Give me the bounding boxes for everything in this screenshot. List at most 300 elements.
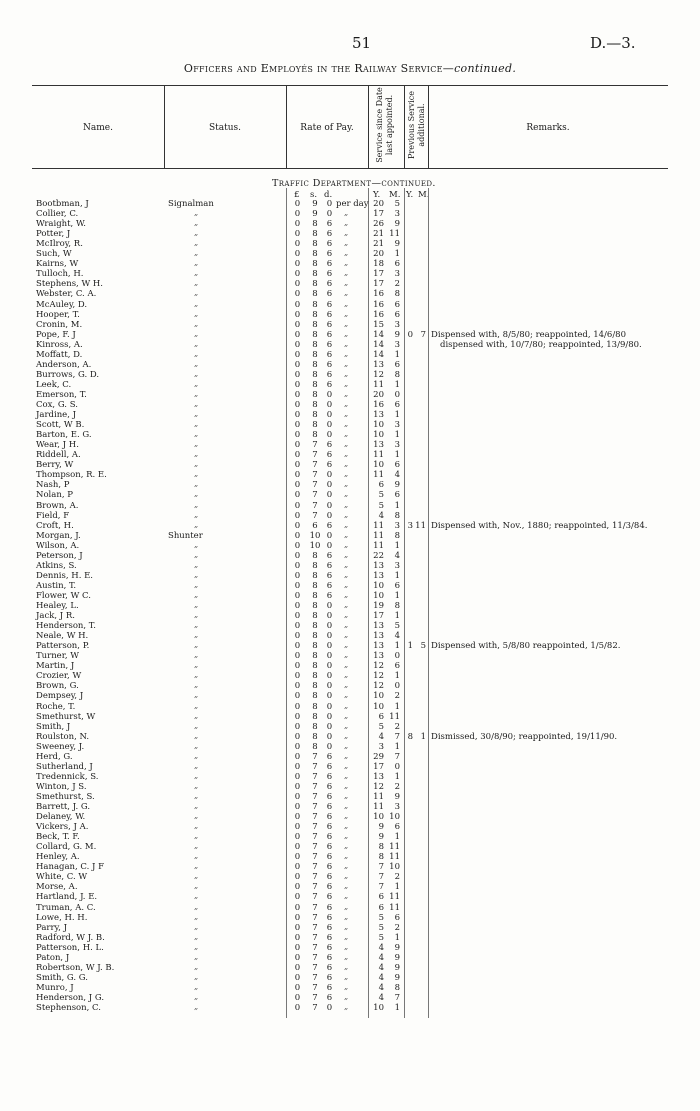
document-reference: D.—3.: [590, 34, 636, 52]
pay-pounds: 0: [294, 209, 301, 220]
service-years: 11: [373, 530, 384, 541]
ditto-mark: „: [344, 439, 349, 449]
pay-shillings: 8: [312, 550, 318, 561]
service-months: 11: [389, 229, 400, 240]
pay-shillings: 8: [312, 681, 318, 692]
pay-pounds: 0: [294, 279, 301, 290]
service-years: 3: [378, 741, 384, 752]
ditto-mark: „: [344, 961, 349, 971]
per-day-label: per day: [336, 199, 369, 209]
service-years: 13: [373, 570, 384, 581]
ditto-mark: „: [344, 891, 349, 901]
employee-name: Morse, A.: [36, 882, 78, 893]
service-years: 13: [373, 621, 384, 632]
service-years: 21: [373, 239, 384, 250]
pay-pounds: 0: [294, 661, 301, 672]
pay-shillings: 7: [312, 822, 318, 833]
pay-pounds: 0: [294, 872, 301, 883]
pay-pence: 0: [326, 480, 333, 491]
employee-name: Moffatt, D.: [36, 349, 83, 360]
unit-years: Y.: [373, 190, 381, 200]
service-years: 13: [373, 440, 384, 451]
previous-years: 8: [407, 731, 413, 742]
pay-pounds: 0: [294, 440, 301, 451]
employee-name: Henderson, J G.: [36, 992, 105, 1003]
ditto-mark: „: [344, 539, 349, 549]
service-years: 12: [373, 369, 384, 380]
ditto-mark: „: [194, 218, 199, 228]
previous-months: 5: [420, 641, 426, 652]
employee-name: Jack, J R.: [36, 611, 76, 622]
service-years: 10: [373, 420, 384, 431]
service-months: 3: [394, 339, 400, 350]
ditto-mark: „: [194, 921, 199, 931]
employee-name: Webster, C. A.: [36, 289, 97, 300]
service-months: 1: [394, 430, 400, 441]
pay-pence: 0: [326, 1003, 333, 1013]
employee-name: Patterson, P.: [36, 641, 90, 652]
pay-pounds: 0: [294, 349, 301, 360]
pay-pence: 0: [326, 641, 333, 652]
pay-pence: 6: [326, 932, 333, 943]
pay-pounds: 0: [294, 249, 301, 260]
ditto-mark: „: [194, 971, 199, 981]
pay-pounds: 0: [294, 641, 301, 652]
pay-shillings: 8: [312, 590, 318, 601]
rule-pay-left: [286, 188, 287, 1018]
employee-name: Atkins, S.: [36, 560, 77, 571]
service-years: 9: [378, 832, 384, 843]
service-months: 9: [394, 942, 400, 953]
ditto-mark: „: [344, 931, 349, 941]
ditto-mark: „: [344, 358, 349, 368]
ditto-mark: „: [344, 851, 349, 861]
pay-pence: 6: [326, 299, 333, 310]
employee-name: Munro, J: [36, 982, 74, 993]
pay-pounds: 0: [294, 771, 301, 782]
service-months: 6: [394, 299, 400, 310]
pay-pence: 0: [326, 530, 333, 541]
ditto-mark: „: [194, 660, 199, 670]
service-years: 10: [373, 812, 384, 823]
service-years: 11: [373, 450, 384, 461]
pay-pence: 6: [326, 822, 333, 833]
pay-pounds: 0: [294, 972, 301, 983]
service-months: 8: [394, 369, 400, 380]
pay-pounds: 0: [294, 389, 301, 400]
service-years: 4: [378, 731, 384, 742]
pay-pence: 0: [326, 731, 333, 742]
ditto-mark: „: [344, 368, 349, 378]
ditto-mark: „: [194, 881, 199, 891]
pay-pounds: 0: [294, 681, 301, 692]
ditto-mark: „: [194, 328, 199, 338]
pay-pence: 6: [326, 842, 333, 853]
service-years: 16: [373, 289, 384, 300]
service-years: 5: [378, 500, 384, 511]
service-months: 4: [394, 631, 400, 642]
ditto-mark: „: [344, 579, 349, 589]
ditto-mark: „: [344, 780, 349, 790]
ditto-mark: „: [344, 821, 349, 831]
service-years: 16: [373, 400, 384, 410]
ditto-mark: „: [194, 278, 199, 288]
service-months: 1: [394, 450, 400, 461]
service-months: 7: [394, 751, 400, 762]
pay-pence: 6: [326, 872, 333, 883]
ditto-mark: „: [344, 700, 349, 710]
pay-pounds: 0: [294, 832, 301, 843]
service-years: 13: [373, 359, 384, 370]
pay-shillings: 7: [312, 912, 318, 923]
pay-pounds: 0: [294, 420, 301, 431]
pay-pence: 6: [326, 942, 333, 953]
service-years: 17: [373, 209, 384, 220]
employee-name: Berry, W: [36, 460, 74, 471]
ditto-mark: „: [344, 801, 349, 810]
pay-shillings: 7: [312, 440, 318, 451]
pay-pounds: 0: [294, 922, 301, 933]
employee-name: Beck, T. F.: [36, 832, 80, 843]
pay-shillings: 8: [312, 631, 318, 642]
pay-shillings: 7: [312, 480, 318, 491]
service-months: 0: [394, 761, 400, 772]
pay-shillings: 7: [312, 781, 318, 792]
pay-shillings: 7: [312, 450, 318, 461]
pay-pounds: 0: [294, 741, 301, 752]
ditto-mark: „: [344, 589, 349, 599]
service-years: 4: [378, 972, 384, 983]
pay-shillings: 8: [312, 239, 318, 250]
service-years: 16: [373, 309, 384, 320]
service-years: 11: [373, 791, 384, 802]
ditto-mark: „: [194, 469, 199, 479]
ditto-mark: „: [344, 248, 349, 258]
ditto-mark: „: [194, 821, 199, 831]
ditto-mark: „: [194, 941, 199, 951]
service-years: 9: [378, 822, 384, 833]
service-years: 13: [373, 631, 384, 642]
ditto-mark: „: [344, 710, 349, 720]
pay-pence: 0: [326, 691, 333, 702]
pay-pence: 6: [326, 952, 333, 963]
col-header-remarks: Remarks.: [526, 123, 570, 133]
pay-pence: 0: [326, 701, 333, 712]
pay-shillings: 7: [312, 761, 318, 772]
service-years: 22: [373, 550, 384, 561]
pay-pounds: 0: [294, 842, 301, 853]
employee-name: Henley, A.: [36, 852, 80, 863]
ditto-mark: „: [194, 409, 199, 419]
pay-pounds: 0: [294, 400, 301, 410]
title-continued: continued.: [454, 62, 517, 75]
service-years: 7: [378, 872, 384, 883]
pay-shillings: 7: [312, 842, 318, 853]
header-bottom-rule: [32, 168, 668, 169]
employee-name: Neale, W H.: [36, 631, 89, 642]
service-months: 3: [394, 440, 400, 451]
ditto-mark: „: [344, 861, 349, 871]
service-years: 7: [378, 882, 384, 893]
pay-shillings: 8: [312, 289, 318, 300]
pay-shillings: 8: [312, 339, 318, 350]
ditto-mark: „: [194, 539, 199, 549]
employee-name: Morgan, J.: [36, 530, 81, 541]
service-years: 7: [378, 862, 384, 873]
pay-pence: 0: [326, 199, 333, 209]
service-years: 26: [373, 219, 384, 230]
employee-name: Wilson, A.: [36, 540, 80, 551]
pay-shillings: 8: [312, 671, 318, 682]
pay-pence: 6: [326, 892, 333, 903]
employee-name: Nash, P: [36, 480, 70, 491]
service-years: 6: [378, 711, 384, 722]
pay-pounds: 0: [294, 862, 301, 873]
pay-pence: 6: [326, 852, 333, 863]
ditto-mark: „: [194, 750, 199, 760]
ditto-mark: „: [344, 499, 349, 509]
ditto-mark: „: [344, 399, 349, 408]
pay-shillings: 8: [312, 319, 318, 330]
service-months: 0: [394, 651, 400, 662]
ditto-mark: „: [194, 891, 199, 901]
service-months: 8: [394, 510, 400, 521]
ditto-mark: „: [194, 479, 199, 489]
ditto-mark: „: [344, 610, 349, 620]
ditto-mark: „: [344, 881, 349, 891]
ditto-mark: „: [344, 529, 349, 539]
service-months: 11: [389, 892, 400, 903]
employee-status: Shunter: [168, 530, 203, 541]
service-months: 7: [394, 992, 400, 1003]
pay-pounds: 0: [294, 852, 301, 863]
col-header-rate: Rate of Pay.: [300, 123, 354, 133]
employee-name: Burrows, G. D.: [36, 369, 100, 380]
service-months: 1: [394, 932, 400, 943]
pay-pence: 6: [326, 339, 333, 350]
service-months: 6: [394, 309, 400, 320]
employee-name: McAuley, D.: [36, 299, 88, 310]
pay-pence: 6: [326, 992, 333, 1003]
pay-pence: 6: [326, 269, 333, 280]
employee-name: Patterson, H. L.: [36, 942, 104, 953]
pay-pence: 6: [326, 379, 333, 390]
ditto-mark: „: [194, 308, 199, 318]
pay-pounds: 0: [294, 229, 301, 240]
ditto-mark: „: [194, 871, 199, 881]
pay-shillings: 8: [312, 299, 318, 310]
ditto-mark: „: [344, 690, 349, 700]
ditto-mark: „: [344, 549, 349, 559]
employee-name: Collard, G. M.: [36, 842, 97, 853]
service-months: 9: [394, 791, 400, 802]
ditto-mark: „: [344, 388, 349, 398]
page-number: 51: [352, 34, 372, 52]
ditto-mark: „: [194, 579, 199, 589]
ditto-mark: „: [344, 740, 349, 750]
ditto-mark: „: [344, 680, 349, 690]
service-months: 6: [394, 580, 400, 591]
pay-pounds: 0: [294, 369, 301, 380]
service-years: 10: [373, 590, 384, 601]
rule-previous-left: [404, 188, 405, 1018]
employee-name: Collier, C.: [36, 209, 79, 220]
ditto-mark: „: [194, 841, 199, 851]
employee-name: Wraight, W.: [36, 219, 86, 230]
service-months: 11: [389, 902, 400, 913]
pay-pence: 6: [326, 309, 333, 320]
col-header-name: Name.: [83, 123, 113, 133]
service-years: 18: [373, 259, 384, 270]
ditto-mark: „: [194, 419, 199, 429]
ditto-mark: „: [344, 419, 349, 429]
ditto-mark: „: [344, 600, 349, 609]
pay-pounds: 0: [294, 560, 301, 571]
ditto-mark: „: [344, 660, 349, 670]
pay-pence: 6: [326, 962, 333, 973]
ditto-mark: „: [194, 559, 199, 569]
ditto-mark: „: [344, 449, 349, 459]
service-years: 12: [373, 781, 384, 792]
service-years: 5: [378, 912, 384, 923]
service-years: 17: [373, 269, 384, 280]
employee-name: Flower, W C.: [36, 590, 91, 601]
service-years: 5: [378, 932, 384, 943]
employee-name: Riddell, A.: [36, 450, 81, 461]
ditto-mark: „: [344, 429, 349, 439]
pay-pounds: 0: [294, 932, 301, 943]
pay-pounds: 0: [294, 540, 301, 551]
ditto-mark: „: [194, 790, 199, 800]
employee-name: Herd, G.: [36, 751, 73, 762]
pay-pence: 6: [326, 590, 333, 601]
service-years: 20: [373, 249, 384, 260]
pay-pounds: 0: [294, 781, 301, 792]
service-months: 1: [394, 500, 400, 511]
pay-pence: 0: [326, 500, 333, 511]
pay-pence: 0: [326, 400, 333, 410]
pay-pence: 6: [326, 781, 333, 792]
employee-name: Hartland, J. E.: [36, 892, 98, 903]
pay-pounds: 0: [294, 259, 301, 270]
pay-shillings: 8: [312, 711, 318, 722]
pay-shillings: 8: [312, 661, 318, 672]
pay-pence: 6: [326, 279, 333, 290]
pay-shillings: 8: [312, 731, 318, 742]
employee-name: Vickers, J A.: [36, 822, 89, 833]
pay-pounds: 0: [294, 1003, 301, 1013]
remark-text: Dismissed, 30/8/90; reappointed, 19/11/90.: [431, 731, 618, 742]
pay-pence: 0: [326, 490, 333, 501]
pay-pounds: 0: [294, 611, 301, 622]
service-months: 6: [394, 661, 400, 672]
service-years: 14: [373, 339, 384, 350]
ditto-mark: „: [344, 278, 349, 288]
pay-pounds: 0: [294, 510, 301, 521]
ditto-mark: „: [194, 991, 199, 1001]
ditto-mark: „: [194, 720, 199, 730]
ditto-mark: „: [344, 228, 349, 238]
ditto-mark: „: [344, 258, 349, 268]
service-years: 17: [373, 611, 384, 622]
ditto-mark: „: [194, 298, 199, 308]
ditto-mark: „: [194, 680, 199, 690]
pay-pence: 0: [326, 681, 333, 692]
employee-name: Leek, C.: [36, 379, 72, 390]
ditto-mark: „: [194, 378, 199, 388]
service-years: 16: [373, 299, 384, 310]
ditto-mark: „: [194, 288, 199, 298]
ditto-mark: „: [194, 338, 199, 348]
employee-name: Smethurst, S.: [36, 791, 95, 802]
service-months: 2: [394, 279, 400, 290]
service-years: 4: [378, 942, 384, 953]
pay-shillings: 8: [312, 400, 318, 410]
ditto-mark: „: [344, 308, 349, 318]
ditto-mark: „: [344, 941, 349, 951]
service-years: 6: [378, 892, 384, 903]
department-heading: Traffic Department—continued.: [272, 178, 436, 189]
ditto-mark: „: [194, 399, 199, 408]
ditto-mark: „: [194, 208, 199, 218]
pay-shillings: 7: [312, 812, 318, 823]
service-years: 12: [373, 681, 384, 692]
employee-name: Lowe, H. H.: [36, 912, 88, 923]
pay-pounds: 0: [294, 530, 301, 541]
employee-name: Kairns, W: [36, 259, 79, 270]
previous-years: 0: [407, 329, 413, 340]
pay-shillings: 8: [312, 621, 318, 632]
pay-pounds: 0: [294, 621, 301, 632]
service-months: 6: [394, 400, 400, 410]
ditto-mark: „: [194, 228, 199, 238]
pay-shillings: 7: [312, 982, 318, 993]
pay-shillings: 8: [312, 249, 318, 260]
pay-shillings: 8: [312, 259, 318, 270]
ditto-mark: „: [344, 318, 349, 328]
ditto-mark: „: [194, 318, 199, 328]
pay-shillings: 7: [312, 872, 318, 883]
employee-name: Croft, H.: [36, 520, 74, 531]
ditto-mark: „: [194, 1002, 199, 1011]
ditto-mark: „: [194, 258, 199, 268]
remark-text: Dispensed with, 8/5/80; reappointed, 14/6/80: [431, 329, 627, 340]
pay-pence: 6: [326, 862, 333, 873]
pay-shillings: 8: [312, 580, 318, 591]
rule-service-left: [368, 188, 369, 1018]
ditto-mark: „: [344, 338, 349, 348]
pay-pounds: 0: [294, 430, 301, 441]
ditto-mark: „: [344, 298, 349, 308]
ditto-mark: „: [194, 549, 199, 559]
service-months: 9: [394, 239, 400, 250]
unit-shillings: s.: [310, 190, 318, 200]
employee-name: Sweeney, J.: [36, 741, 85, 752]
service-months: 6: [394, 460, 400, 471]
pay-pence: 6: [326, 249, 333, 260]
ditto-mark: „: [344, 971, 349, 981]
ditto-mark: „: [344, 268, 349, 278]
service-months: 1: [394, 641, 400, 652]
ditto-mark: „: [344, 479, 349, 489]
ditto-mark: „: [194, 650, 199, 660]
service-months: 8: [394, 982, 400, 993]
employee-name: Robertson, W J. B.: [36, 962, 115, 973]
pay-pence: 6: [326, 259, 333, 270]
rule-remarks-left: [428, 188, 429, 1018]
pay-pounds: 0: [294, 470, 301, 481]
pay-pence: 0: [326, 510, 333, 521]
